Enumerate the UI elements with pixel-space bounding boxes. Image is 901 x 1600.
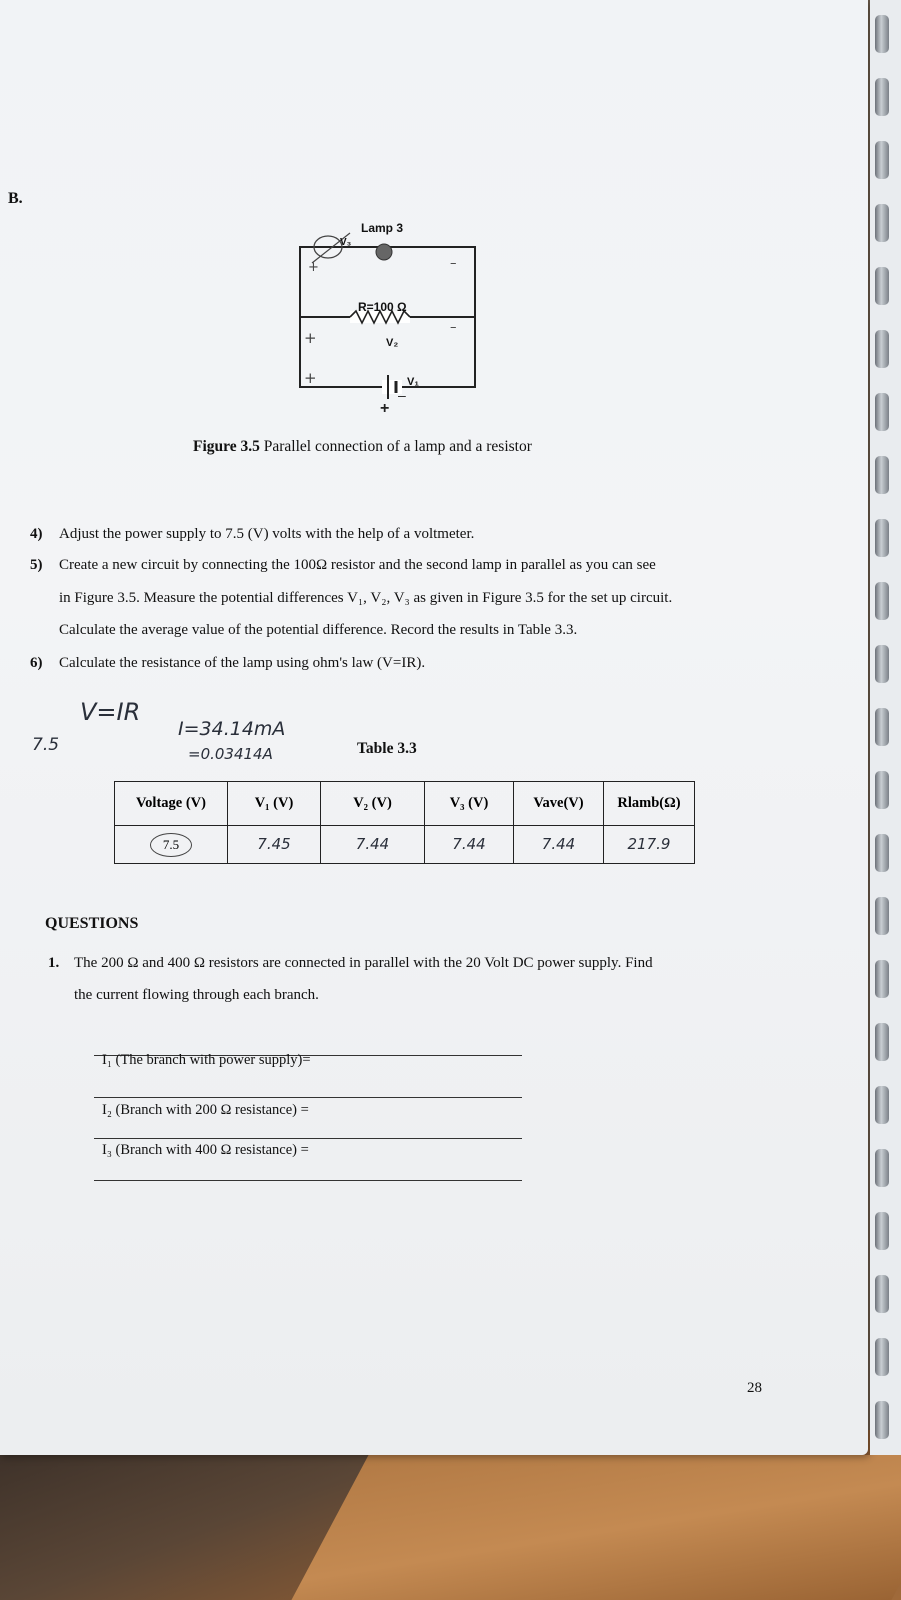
- table-header-cell: V₃ (V): [425, 782, 514, 826]
- spiral-coil: [875, 960, 889, 998]
- table-row: [115, 826, 695, 864]
- hand-plus-bottom: +: [304, 369, 317, 387]
- spiral-coil: [875, 897, 889, 935]
- questions-heading: QUESTIONS: [45, 915, 139, 932]
- figure-caption-number: Figure 3.5: [193, 438, 260, 455]
- hand-formula: V=IR: [80, 698, 141, 726]
- question-1-line-1: The 200 Ω and 400 Ω resistors are connected in parallel with the 20 Volt DC power supply. Find: [74, 955, 653, 971]
- spiral-coil: [875, 15, 889, 53]
- question-1-line-2: the current flowing through each branch.: [74, 987, 319, 1003]
- hand-side-value: 7.5: [32, 735, 60, 755]
- question-1-number: 1.: [48, 955, 60, 971]
- table-header-cell: Rlamb(Ω): [604, 782, 695, 826]
- cell-vave: 7.44: [541, 835, 576, 853]
- v3-label: V₃: [340, 237, 352, 248]
- spiral-coil: [875, 834, 889, 872]
- table-cell: [425, 826, 514, 864]
- step-5-line-3: Calculate the average value of the potential difference. Record the results in Table 3.3.: [59, 622, 578, 638]
- step-4-number: 4): [30, 526, 43, 542]
- battery-plus: +: [380, 400, 390, 417]
- table-3-3: [114, 781, 695, 864]
- spiral-coil: [875, 204, 889, 242]
- spiral-coil: [875, 330, 889, 368]
- spiral-coil: [875, 645, 889, 683]
- table-title: Table 3.3: [357, 740, 417, 757]
- v1-label: V₁: [407, 376, 419, 388]
- figure-caption-text: Parallel connection of a lamp and a resistor: [259, 438, 532, 455]
- step-5-line-1: Create a new circuit by connecting the 100Ω resistor and the second lamp in parallel as you can see: [59, 557, 656, 573]
- step-6-text: Calculate the resistance of the lamp using ohm's law (V=IR).: [59, 655, 426, 671]
- answer-i3: I₃ (Branch with 400 Ω resistance) =: [102, 1142, 309, 1158]
- cell-v3: 7.44: [452, 835, 486, 853]
- spiral-coil: [875, 1212, 889, 1250]
- step-5-line-2: in Figure 3.5. Measure the potential differences V₁, V₂, V₃ as given in Figure 3.5 for the set up circuit.: [59, 590, 673, 606]
- spiral-coil: [875, 771, 889, 809]
- hand-minus-top: –: [450, 256, 457, 271]
- page-number: 28: [747, 1380, 762, 1396]
- spiral-coil: [875, 1023, 889, 1061]
- table-header-row: [115, 782, 695, 826]
- hand-current: I=34.14mA: [178, 718, 286, 740]
- table-header-cell: V₂ (V): [321, 782, 425, 826]
- spiral-coil: [875, 1149, 889, 1187]
- cell-v1: 7.45: [257, 835, 291, 853]
- answer-i1: I₁ (The branch with power supply)=: [102, 1052, 311, 1068]
- answer-line: [94, 1138, 522, 1139]
- lamp-symbol: [376, 244, 392, 260]
- table-header-cell: V₁ (V): [228, 782, 321, 826]
- answer-line: [94, 1097, 522, 1098]
- desk-edge: [291, 1455, 901, 1600]
- section-label: B.: [8, 190, 23, 207]
- spiral-coil: [875, 1338, 889, 1376]
- table-cell: [115, 826, 228, 864]
- step-6-number: 6): [30, 655, 43, 671]
- spiral-coil: [875, 708, 889, 746]
- spiral-coil: [875, 1275, 889, 1313]
- cell-v2: 7.44: [355, 835, 390, 853]
- table-cell: [321, 826, 425, 864]
- hand-plus-mid: +: [304, 329, 317, 347]
- spiral-coil: [875, 393, 889, 431]
- resistor-label: R=100 Ω: [358, 300, 407, 314]
- step-4-text: Adjust the power supply to 7.5 (V) volts with the help of a voltmeter.: [59, 526, 475, 542]
- spiral-coil: [875, 1086, 889, 1124]
- answer-line: [94, 1180, 522, 1181]
- table-header-cell: Voltage (V): [115, 782, 228, 826]
- hand-plus-top: +: [308, 260, 319, 275]
- battery-minus: –: [398, 387, 406, 403]
- figure-caption: [193, 438, 532, 456]
- circuit-diagram: [290, 215, 490, 425]
- spiral-coil: [875, 582, 889, 620]
- table-cell: [228, 826, 321, 864]
- spiral-coil: [875, 456, 889, 494]
- cell-voltage: 7.5: [150, 833, 192, 857]
- spiral-coil: [875, 141, 889, 179]
- spiral-coil: [875, 267, 889, 305]
- lamp-label: Lamp 3: [361, 221, 404, 235]
- table-header-cell: Vave(V): [514, 782, 604, 826]
- cell-rlamb: 217.9: [627, 835, 671, 853]
- spiral-coil: [875, 519, 889, 557]
- hand-minus-mid: –: [450, 320, 457, 335]
- spiral-coil: [875, 78, 889, 116]
- hand-current-amps: =0.03414A: [188, 745, 273, 763]
- spiral-coil: [875, 1401, 889, 1439]
- table-cell: [514, 826, 604, 864]
- step-5-number: 5): [30, 557, 43, 573]
- table-cell: [604, 826, 695, 864]
- answer-i2: I₂ (Branch with 200 Ω resistance) =: [102, 1102, 309, 1118]
- v2-label: V₂: [386, 337, 399, 349]
